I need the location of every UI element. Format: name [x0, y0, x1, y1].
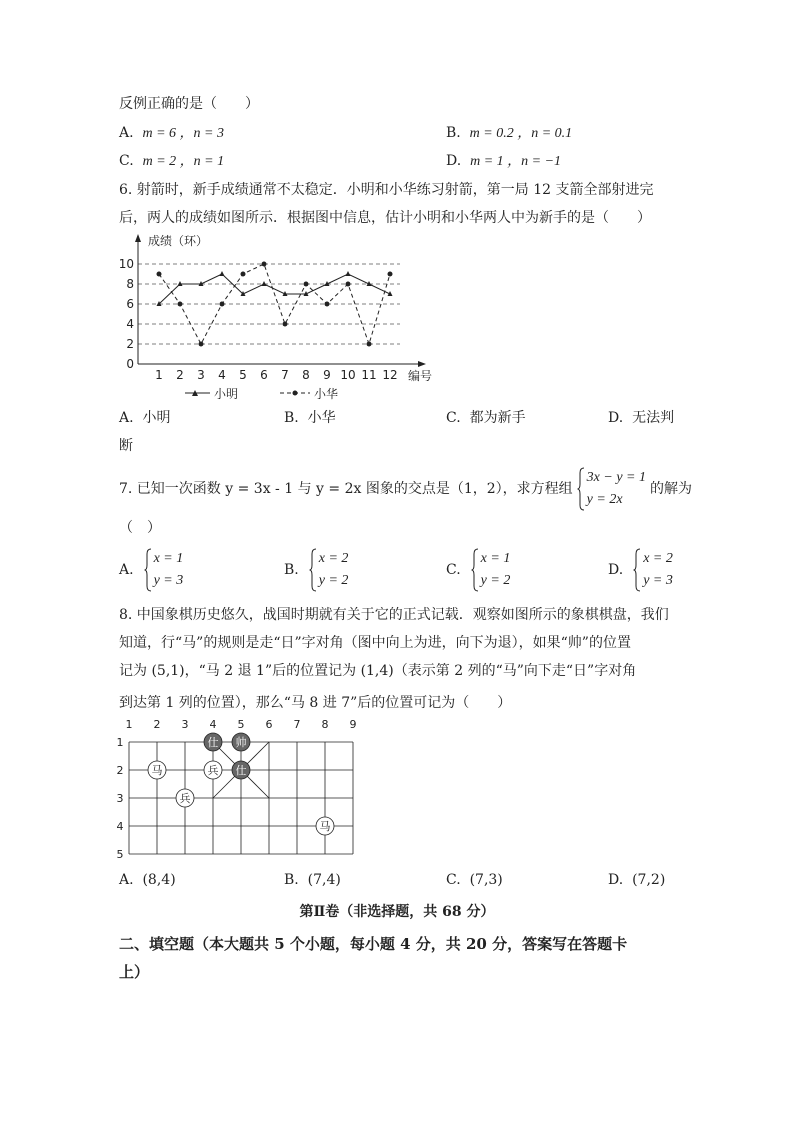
chess-piece-label: 仕: [207, 736, 219, 749]
data-point-xiaohua: [367, 342, 372, 347]
chart-grid: [138, 264, 400, 344]
brace-icon: [471, 548, 479, 592]
x-tick-label: 10: [340, 368, 356, 382]
x-axis-arrow-icon: [418, 361, 426, 367]
data-point-xiaohua: [220, 302, 225, 307]
q8-line4: 到达第 1 列的位置），那么“马 8 进 7”后的位置可记为（ ）: [119, 695, 512, 711]
q5-tail: 反例正确的是（ ）: [119, 96, 259, 112]
q7-option-b: B. x = 2 y = 2: [284, 546, 348, 594]
chess-piece-label: 帅: [235, 736, 247, 749]
chart-legend: [185, 386, 338, 401]
x-tick-label: 11: [361, 368, 377, 382]
board-col-label: 5: [237, 718, 245, 731]
chess-piece-label: 兵: [207, 764, 219, 777]
q7-paren: （ ）: [119, 520, 161, 536]
q7-option-d: D. x = 2 y = 3: [608, 546, 673, 594]
x-tick-label: 2: [176, 368, 184, 382]
legend-xiaohua: 小华: [314, 387, 339, 401]
chart-x-label: 编号: [408, 369, 433, 383]
chart-y-label: 成绩（环）: [148, 234, 209, 248]
data-point-xiaohua: [304, 282, 309, 287]
q6-option-b: B. 小华: [284, 410, 336, 426]
q6-line2: 后，两人的成绩如图所示．根据图中信息，估计小明和小华两人中为新手的是（ ）: [119, 210, 651, 226]
q7-option-a: A. x = 1 y = 3: [119, 546, 183, 594]
board-lines: [129, 742, 353, 854]
legend-dot-icon: [293, 391, 298, 396]
chess-board: [112, 716, 362, 861]
data-point-xiaohua: [157, 272, 162, 277]
brace-icon: [633, 548, 641, 592]
board-col-label: 9: [349, 718, 357, 731]
board-col-label: 1: [125, 718, 133, 731]
board-row-label: 2: [116, 764, 124, 777]
board-row-label: 4: [116, 820, 124, 833]
brace-icon: [577, 467, 585, 511]
x-tick-label: 4: [218, 368, 226, 382]
data-point-xiaohua: [388, 272, 393, 277]
y-tick-label: 10: [118, 257, 134, 271]
chart-axes: [119, 234, 426, 382]
section-heading-line1: 二、填空题（本大题共 5 个小题，每小题 4 分，共 20 分，答案写在答题卡: [119, 935, 628, 953]
q5-option-a: A. m = 6 ，n = 3: [119, 125, 224, 141]
chess-piece-label: 仕: [235, 764, 247, 777]
x-tick-label: 8: [302, 368, 310, 382]
q8-line1: 8. 中国象棋历史悠久，战国时期就有关于它的正式记载．观察如图所示的象棋棋盘，我们: [119, 607, 669, 623]
y-axis-arrow-icon: [135, 234, 141, 242]
q6-option-d-wrap: 断: [119, 438, 133, 454]
x-tick-label: 7: [281, 368, 289, 382]
q8-option-b: B. (7,4): [284, 872, 341, 888]
board-col-label: 6: [265, 718, 273, 731]
data-point-xiaoming: [262, 281, 267, 286]
y-tick-label: 4: [126, 317, 134, 331]
q8-line2: 知道，行“马”的规则是走“日”字对角（图中向上为进，向下为退），如果“帅”的位置: [119, 635, 631, 651]
chess-piece-label: 兵: [179, 792, 191, 805]
data-point-xiaohua: [283, 322, 288, 327]
data-point-xiaoming: [220, 271, 225, 276]
brace-icon: [309, 548, 317, 592]
board-row-label: 1: [116, 736, 124, 749]
board-row-label: 3: [116, 792, 124, 805]
board-col-label: 4: [209, 718, 217, 731]
data-point-xiaohua: [199, 342, 204, 347]
x-tick-label: 1: [155, 368, 163, 382]
y-tick-label: 0: [126, 357, 134, 371]
legend-xiaoming: 小明: [214, 387, 239, 401]
x-tick-label: 5: [239, 368, 247, 382]
data-point-xiaohua: [346, 282, 351, 287]
x-tick-label: 9: [323, 368, 331, 382]
q6-option-c: C. 都为新手: [446, 410, 526, 426]
score-chart: [110, 230, 450, 406]
q7-option-c: C. x = 1 y = 2: [446, 546, 510, 594]
q6-option-d: D. 无法判: [608, 410, 675, 426]
board-col-label: 3: [181, 718, 189, 731]
y-tick-label: 2: [126, 337, 134, 351]
x-tick-label: 3: [197, 368, 205, 382]
data-point-xiaohua: [325, 302, 330, 307]
q7-system: 3x − y = 1 y = 2x: [577, 467, 646, 511]
x-tick-label: 6: [260, 368, 268, 382]
q7-stem: 7. 已知一次函数 y = 3x - 1 与 y = 2x 图象的交点是（1，2），求方程组 3x − y = 1 y = 2x 的解为: [119, 466, 692, 512]
chess-piece-label: 马: [319, 820, 331, 833]
y-tick-label: 6: [126, 297, 134, 311]
q8-option-c: C. (7,3): [446, 872, 503, 888]
y-tick-label: 8: [126, 277, 134, 291]
data-point-xiaoming: [346, 271, 351, 276]
board-col-label: 7: [293, 718, 301, 731]
q5-option-d: D. m = 1 ，n = −1: [446, 153, 562, 169]
data-point-xiaohua: [262, 262, 267, 267]
section-heading-line2: 上）: [119, 963, 150, 981]
data-point-xiaohua: [178, 302, 183, 307]
board-col-label: 8: [321, 718, 329, 731]
q8-option-d: D. (7,2): [608, 872, 666, 888]
chess-piece-label: 马: [151, 764, 163, 777]
brace-icon: [144, 548, 152, 592]
x-tick-label: 12: [382, 368, 398, 382]
q6-option-a: A. 小明: [119, 410, 171, 426]
q5-option-c: C. m = 2 ，n = 1: [119, 153, 225, 169]
q5-option-b: B. m = 0.2 ，n = 0.1: [446, 125, 573, 141]
series-line-xiaoming: [159, 274, 390, 304]
q6-line1: 6. 射箭时，新手成绩通常不太稳定．小明和小华练习射箭，第一局 12 支箭全部射进完: [119, 182, 654, 198]
data-point-xiaohua: [241, 272, 246, 277]
q8-option-a: A. (8,4): [119, 872, 176, 888]
q8-line3: 记为 (5,1)，“马 2 退 1”后的位置记为 (1,4)（表示第 2 列的“马”向下走“日”字对角: [119, 663, 637, 679]
section-title: 第Ⅱ卷（非选择题，共 68 分）: [299, 904, 495, 920]
board-col-label: 2: [153, 718, 161, 731]
board-row-label: 5: [116, 848, 124, 861]
